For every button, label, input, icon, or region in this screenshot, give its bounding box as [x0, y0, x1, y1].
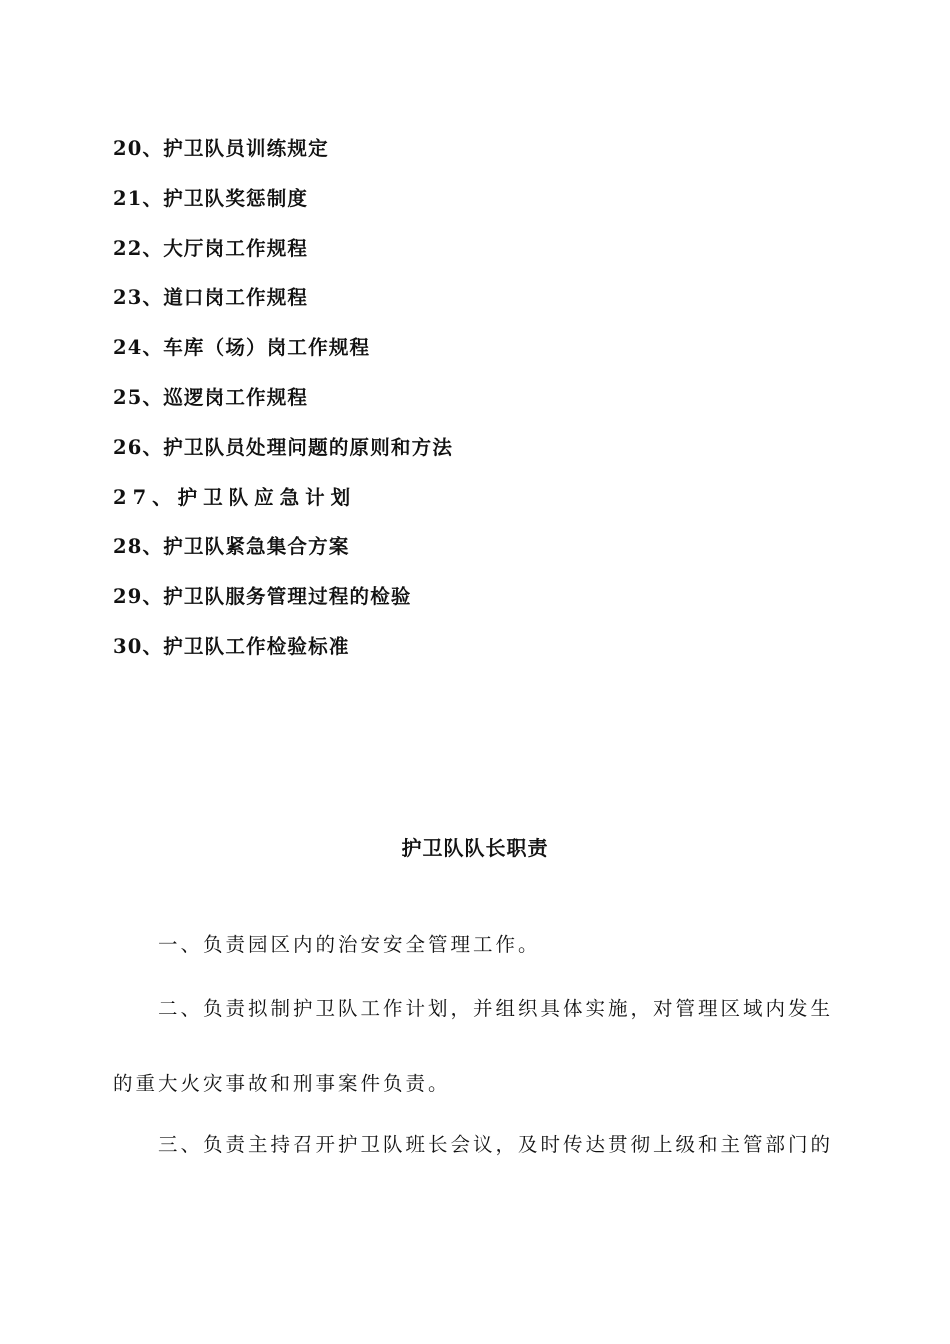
- duty-line-2-continued: 的重大火灾事故和刑事案件负责。: [113, 1072, 451, 1095]
- toc-item-29: 29、护卫队服务管理过程的检验: [113, 585, 412, 609]
- toc-item-27: 27、护卫队应急计划: [113, 485, 357, 509]
- toc-item-26: 26、护卫队员处理问题的原则和方法: [113, 435, 454, 459]
- duty-line-2: 二、负责拟制护卫队工作计划，并组织具体实施，对管理区域内发生: [158, 997, 834, 1020]
- duty-line-3: 三、负责主持召开护卫队班长会议，及时传达贯彻上级和主管部门的: [158, 1133, 834, 1156]
- duty-line-1: 一、负责园区内的治安安全管理工作。: [158, 933, 541, 956]
- table-of-contents: [113, 134, 853, 682]
- toc-item-21: 21、护卫队奖惩制度: [113, 186, 309, 210]
- toc-item-23: 23、道口岗工作规程: [113, 286, 309, 310]
- toc-item-30: 30、护卫队工作检验标准: [113, 634, 350, 658]
- section-title: 护卫队队长职责: [401, 836, 549, 860]
- toc-item-25: 25、巡逻岗工作规程: [113, 385, 309, 409]
- toc-item-28: 28、护卫队紧急集合方案: [113, 535, 350, 559]
- toc-item-20: 20、护卫队员训练规定: [113, 137, 329, 160]
- toc-item-24: 24、车库（场）岗工作规程: [113, 336, 371, 360]
- toc-item-22: 22、大厅岗工作规程: [113, 236, 309, 260]
